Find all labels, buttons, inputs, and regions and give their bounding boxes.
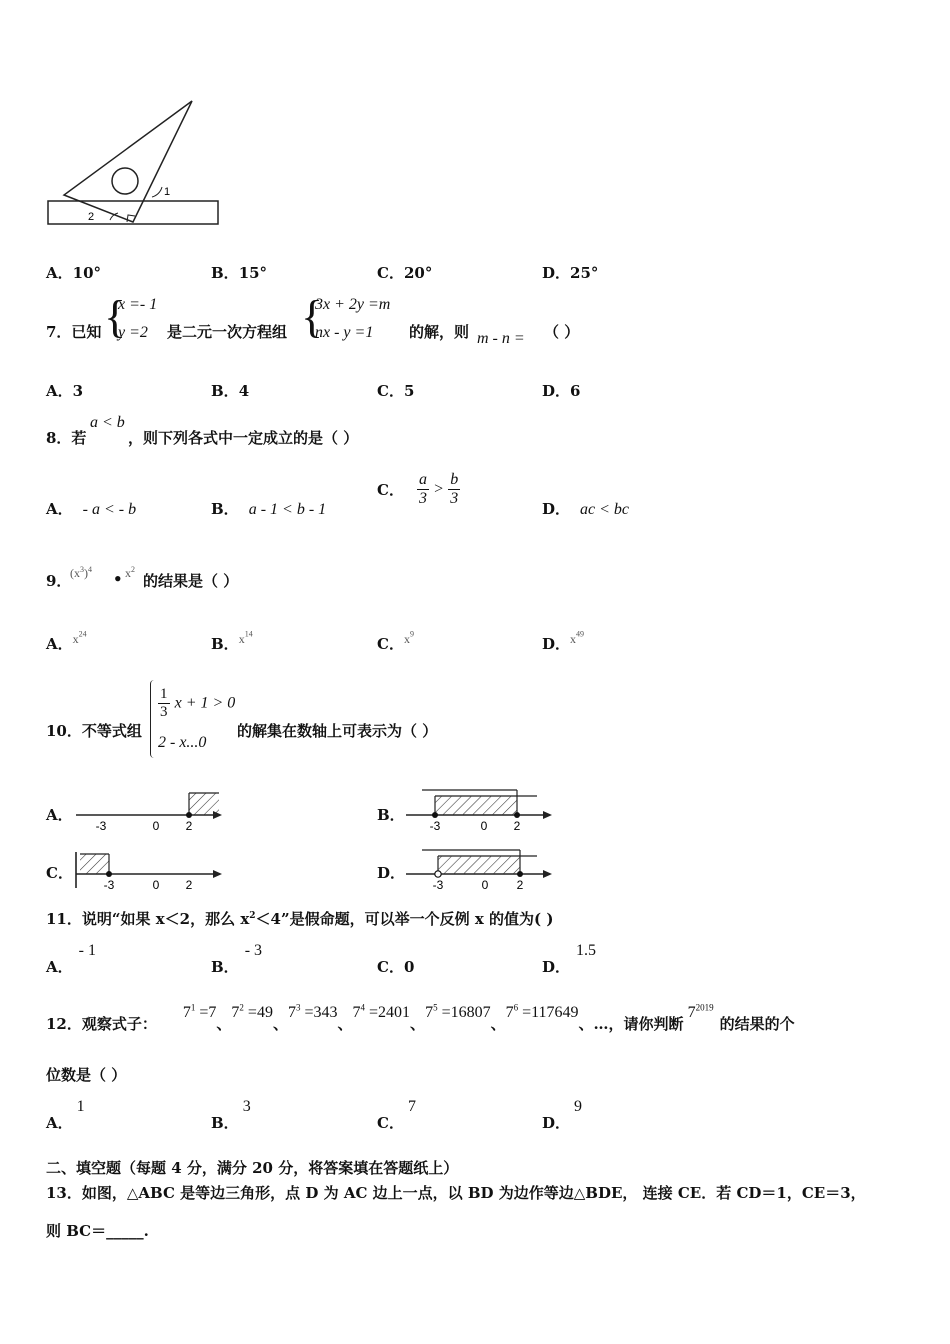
tick-label-2: 2 bbox=[513, 819, 521, 833]
q7-middle: 是二元一次方程组 bbox=[167, 323, 288, 341]
triangle-hole bbox=[112, 168, 138, 194]
q7-brace2: { bbox=[301, 291, 324, 342]
q10-a-number-line bbox=[72, 788, 232, 838]
q12-option-a[interactable]: A．1 bbox=[46, 1098, 85, 1132]
q8-prefix: 8．若 bbox=[46, 429, 87, 447]
q10-prefix: 10．不等式组 bbox=[46, 722, 142, 740]
q10-d-number-line bbox=[402, 846, 562, 896]
q7-prefix: 7．已知 bbox=[46, 323, 102, 341]
q10-option-b[interactable]: B． bbox=[377, 806, 405, 824]
q9-option-d[interactable]: D．$x^{49}$ bbox=[542, 629, 585, 653]
q9-option-a[interactable]: A．$x^{24}$ bbox=[46, 629, 87, 653]
q8-c-fraction1: $\frac{a}{3}$ bbox=[419, 471, 428, 507]
tick-label-2: 2 bbox=[185, 819, 193, 833]
tick-label-2: 2 bbox=[516, 878, 524, 892]
q6-option-c[interactable]: C．20° bbox=[377, 264, 433, 282]
q6-option-d[interactable]: D．25° bbox=[542, 264, 599, 282]
q11-option-b[interactable]: B．- 3 bbox=[211, 942, 263, 976]
tick-label-0: 0 bbox=[480, 819, 488, 833]
q12-item-3: $7^3 =343$ bbox=[287, 1002, 338, 1021]
tick-label-2: 2 bbox=[185, 878, 193, 892]
q7-sys2-line2: nx - y =1 bbox=[315, 324, 374, 341]
q12-line2: 位数是（ ） bbox=[46, 1066, 127, 1084]
q12-target: $7^{2019}$ bbox=[687, 1002, 714, 1021]
q12-item-6: $7^6 =117649$ bbox=[505, 1002, 579, 1021]
q12-option-c[interactable]: C．7 bbox=[377, 1098, 416, 1132]
q9-option-b[interactable]: B．$x^{14}$ bbox=[211, 629, 253, 653]
section-title: 二、填空题（每题 4 分，满分 20 分，将答案填在答题纸上） bbox=[46, 1159, 459, 1177]
q9-suffix: 的结果是（ ） bbox=[143, 572, 239, 590]
tick-label-0: 0 bbox=[152, 819, 160, 833]
q8-suffix: ，则下列各式中一定成立的是（ ） bbox=[128, 429, 359, 447]
q7-brace1: { bbox=[104, 291, 127, 342]
tick-label-neg3: -3 bbox=[95, 819, 107, 833]
q9-expression2: $x^2$ bbox=[125, 565, 135, 580]
q11-stem: 11．说明“如果 x＜2，那么 $x^2<4$”是假命题，可以举一个反例 x 的值为( ) bbox=[46, 910, 554, 928]
angle1-label: 1 bbox=[164, 186, 171, 198]
q8-condition: a < b bbox=[90, 414, 125, 431]
q12-item-1: $7^1 =7$ bbox=[182, 1002, 217, 1021]
tick-label-neg3: -3 bbox=[429, 819, 441, 833]
q7-sys1-line1: x =- 1 bbox=[118, 296, 158, 313]
q8-c-fraction2: $\frac{b}{3}$ bbox=[450, 471, 459, 507]
q7-option-a[interactable]: A．3 bbox=[46, 382, 84, 400]
q11-option-d[interactable]: D．1.5 bbox=[542, 942, 597, 976]
q7-expression: m - n = bbox=[477, 330, 525, 347]
q11-option-a[interactable]: A．- 1 bbox=[46, 942, 96, 976]
q12-item-2: $7^2 =49$ bbox=[231, 1002, 273, 1021]
q12-option-d[interactable]: D．9 bbox=[542, 1098, 583, 1132]
q9-dot: • bbox=[113, 570, 123, 588]
q9-prefix: 9． bbox=[46, 572, 72, 590]
q7-sys1-line2: y =2 bbox=[118, 324, 148, 341]
q10-option-a[interactable]: A． bbox=[46, 806, 73, 824]
q7-option-b[interactable]: B．4 bbox=[211, 382, 250, 400]
q8-option-c[interactable]: C． $\frac{a}{3}$ > $\frac{b}{3}$ bbox=[377, 471, 459, 507]
q6-option-a[interactable]: A．10° bbox=[46, 264, 102, 282]
q10-c-number-line bbox=[72, 848, 232, 896]
angle2-label: 2 bbox=[88, 211, 95, 223]
q10-option-c[interactable]: C． bbox=[46, 864, 73, 882]
q12-item-4: $7^4 =2401$ bbox=[352, 1002, 411, 1021]
q12-option-b[interactable]: B．3 bbox=[211, 1098, 251, 1132]
q8-option-a[interactable]: A． - a < - b bbox=[46, 500, 137, 518]
q8-option-b[interactable]: B． a - 1 < b - 1 bbox=[211, 500, 327, 518]
q10-b-number-line bbox=[402, 786, 562, 838]
q10-brace bbox=[150, 680, 154, 758]
q9-option-c[interactable]: C．$x^9$ bbox=[377, 629, 414, 653]
q7-suffix: 的解，则 bbox=[409, 323, 470, 341]
q7-option-c[interactable]: C．5 bbox=[377, 382, 415, 400]
tick-label-neg3: -3 bbox=[432, 878, 444, 892]
q10-suffix: 的解集在数轴上可表示为（ ） bbox=[237, 722, 438, 740]
tick-label-neg3: -3 bbox=[103, 878, 115, 892]
q6-figure bbox=[40, 95, 230, 230]
q11-option-c[interactable]: C．0 bbox=[377, 958, 415, 976]
tick-label-0: 0 bbox=[481, 878, 489, 892]
q7-blank: （ ） bbox=[544, 323, 580, 341]
q13-line1: 13．如图，△ABC 是等边三角形，点 D 为 AC 边上一点，以 BD 为边作等边△BDE， 连接 CE．若 CD＝1，CE＝3， bbox=[46, 1184, 866, 1202]
q7-sys2-line1: 3x + 2y =m bbox=[315, 296, 391, 313]
q10-line1: $\frac{1}{3}$ x + 1 > 0 bbox=[160, 686, 236, 720]
angle1-arc bbox=[152, 187, 162, 197]
q6-option-b[interactable]: B．15° bbox=[211, 264, 268, 282]
tick-label-0: 0 bbox=[152, 878, 160, 892]
q12-stem: 12．观察式子：$7^1 =7$、$7^2 =49$、$7^3 =343$、$7^4 =2401$、$7^5 =16807$、$7^6 =117649$、…，请你判断$7^{2019}$的结果的个 bbox=[46, 1002, 795, 1033]
q10-line2: 2 - x...0 bbox=[158, 734, 207, 751]
q10-option-d[interactable]: D． bbox=[377, 864, 406, 882]
q12-item-5: $7^5 =16807$ bbox=[425, 1002, 491, 1021]
q9-expression: $(x^3)^4$ bbox=[70, 565, 92, 580]
q8-option-d[interactable]: D． ac < bc bbox=[542, 500, 630, 518]
q13-line2: 则 BC＝_____. bbox=[46, 1222, 149, 1240]
triangle-set-square bbox=[64, 101, 192, 222]
q7-option-d[interactable]: D．6 bbox=[542, 382, 581, 400]
